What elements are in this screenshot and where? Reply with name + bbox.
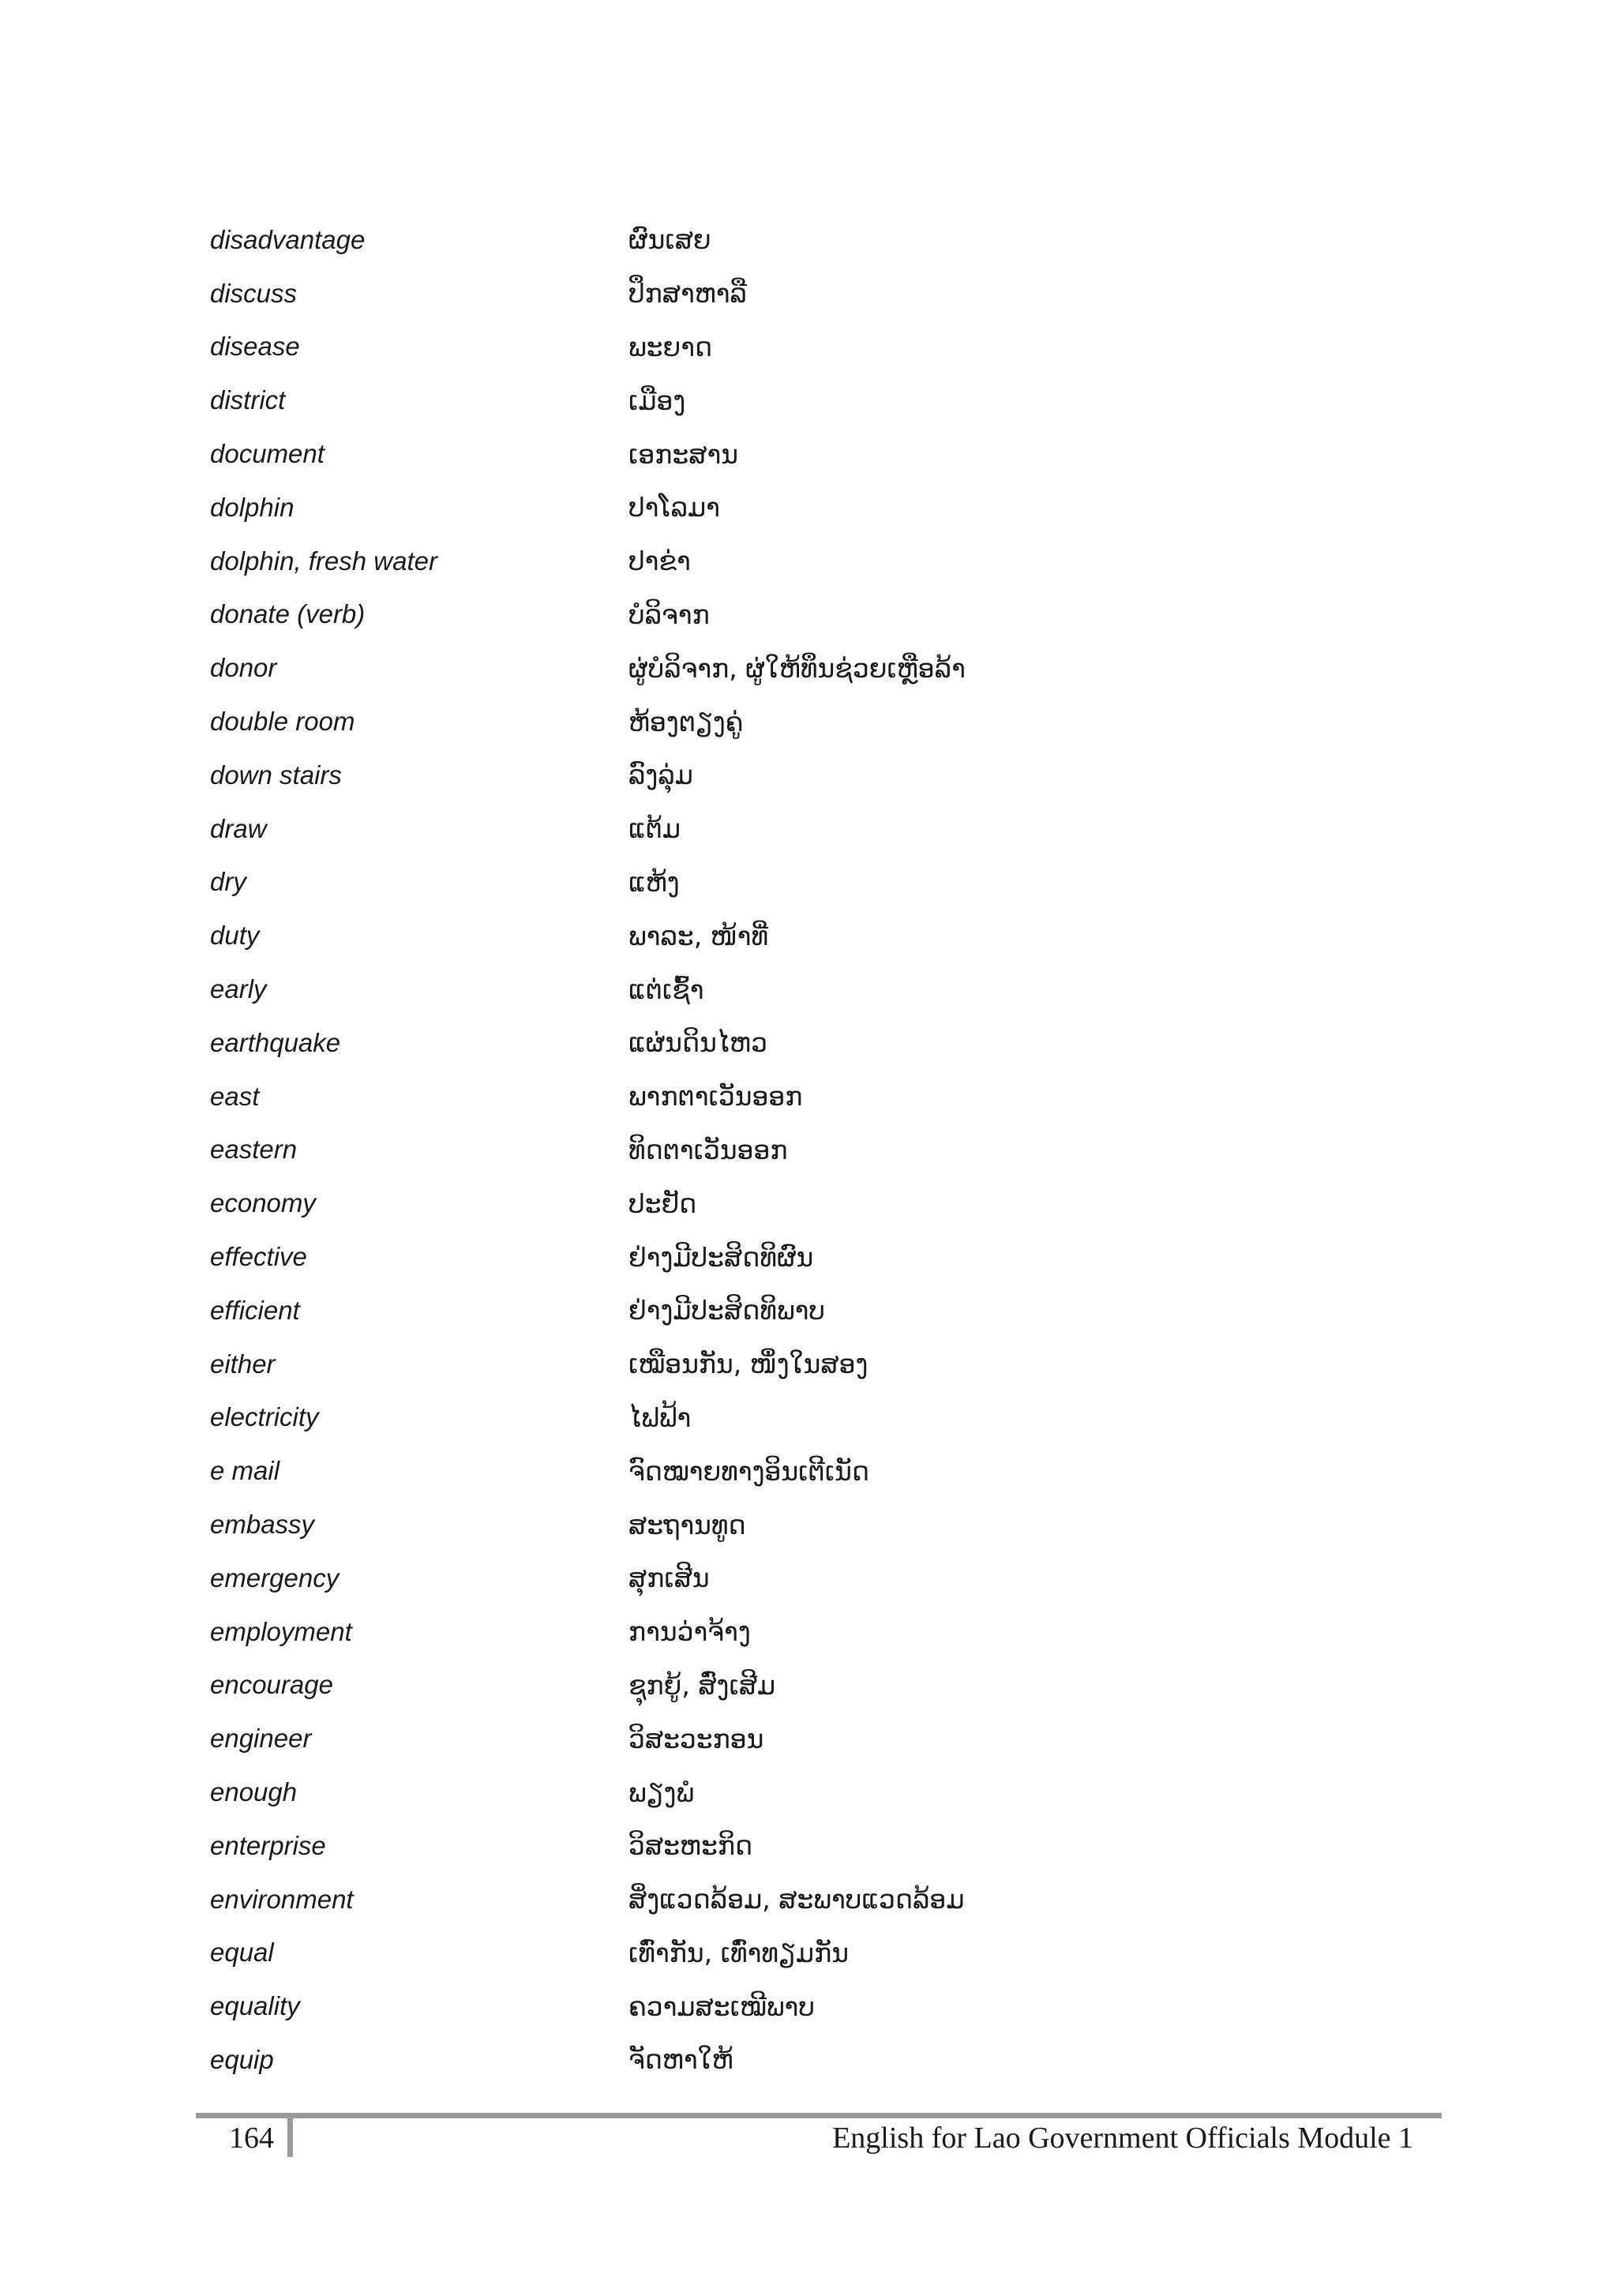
glossary-row [210,2033,1489,2087]
glossary-row [210,535,1489,588]
english-term: emergency [210,1563,340,1593]
glossary-row [210,588,1489,642]
english-term: efficient [210,1295,300,1325]
english-term: effective [210,1242,307,1272]
glossary-row [210,1070,1489,1124]
glossary-row [210,1765,1489,1819]
english-term: equality [210,1991,300,2021]
lao-translation: ລົງລຸ່ມ [628,760,693,791]
glossary-row [210,1124,1489,1177]
glossary-row [210,1551,1489,1605]
lao-translation: ຢ່າງມີປະສິດທິຜົນ [628,1241,814,1273]
lao-translation: ການວ່າຈ້າງ [628,1616,751,1648]
module-title: English for Lao Government Officials Module 1 [832,2122,1413,2155]
english-term: discuss [210,278,298,308]
lao-translation: ໄຟຟ້າ [628,1401,692,1433]
lao-translation: ພາກຕາເວັນອອກ [628,1081,803,1112]
english-term: embassy [210,1510,315,1540]
english-term: dolphin [210,492,295,522]
glossary-row [210,1391,1489,1445]
page-number: 164 [229,2122,274,2155]
lao-translation: ຜົນເສຍ [628,224,711,256]
english-term: equal [210,1938,274,1968]
glossary-row [210,1819,1489,1873]
lao-translation: ຄວາມສະເໝີພາບ [628,1990,815,2022]
lao-translation: ຢ່າງມີປະສິດທິພາບ [628,1295,826,1326]
glossary-row [210,213,1489,267]
english-term: earthquake [210,1027,341,1057]
glossary-row [210,641,1489,695]
footer-rule [196,2113,1442,2118]
lao-translation: ຈັດຫາໃຫ້ [628,2044,733,2076]
glossary-row [210,1498,1489,1551]
glossary-row [210,1176,1489,1230]
lao-translation: ທິດຕາເວັນອອກ [628,1134,788,1165]
english-term: duty [210,921,260,951]
glossary-row [210,481,1489,535]
english-term: early [210,974,267,1004]
glossary-row [210,1979,1489,2033]
lao-translation: ເໝືອນກັນ, ໜຶ່ງໃນສອງ [628,1349,869,1380]
english-term: encourage [210,1670,333,1700]
english-term: enough [210,1777,298,1806]
glossary-row [210,1284,1489,1337]
english-term: dolphin, fresh water [210,546,437,576]
lao-translation: ພະຍາດ [628,331,713,362]
glossary-row [210,267,1489,321]
lao-translation: ເທົ່າກັນ, ເທົ່າທຽມກັນ [628,1937,849,1968]
glossary-row [210,856,1489,910]
glossary-list [210,213,1489,2087]
lao-translation: ສະຖານທູດ [628,1509,746,1540]
english-term: disadvantage [210,224,366,254]
lao-translation: ເມືອງ [628,385,686,416]
english-term: document [210,439,325,469]
glossary-row [210,1873,1489,1926]
lao-translation: ຫ້ອງຕຽງຄູ່ [628,706,744,737]
lao-translation: ພຽງພໍ [628,1776,695,1808]
english-term: either [210,1349,276,1379]
glossary-row [210,1926,1489,1980]
english-term: district [210,385,286,415]
glossary-row [210,1016,1489,1070]
english-term: donate (verb) [210,599,366,629]
english-term: dry [210,867,246,897]
english-term: engineer [210,1724,312,1754]
glossary-row [210,1230,1489,1284]
glossary-row [210,321,1489,374]
lao-translation: ພາລະ, ໜ້າທີ່ [628,920,769,951]
english-term: enterprise [210,1830,326,1860]
english-term: equip [210,2044,274,2074]
lao-translation: ແຜ່ນດິນໄຫວ [628,1027,767,1059]
lao-translation: ສຸກເສີນ [628,1563,710,1594]
lao-translation: ແຕ້ມ [628,813,681,845]
lao-translation: ຊຸກຍູ້, ສົ່ງເສີມ [628,1669,776,1701]
english-term: draw [210,813,267,843]
english-term: e mail [210,1456,280,1486]
lao-translation: ເອກະສານ [628,438,738,470]
glossary-row [210,373,1489,427]
glossary-row [210,1337,1489,1391]
lao-translation: ປຶກສາຫາລື [628,278,747,310]
glossary-row [210,909,1489,962]
lao-translation: ແຕ່ເຊົ້າ [628,974,704,1005]
english-term: eastern [210,1135,298,1165]
glossary-row [210,748,1489,802]
glossary-row [210,1605,1489,1659]
english-term: double room [210,707,355,737]
lao-translation: ວິສະຫະກິດ [628,1830,753,1862]
lao-translation: ປາໂລມາ [628,492,720,523]
lao-translation: ບໍລິຈາກ [628,598,710,630]
lao-translation: ວິສະວະກອນ [628,1723,764,1754]
glossary-row [210,1712,1489,1765]
footer-divider [287,2113,293,2157]
lao-translation: ຜູ່ບໍລິຈາກ, ຜູ່ໃຫ້ທຶນຊ່ວຍເຫຼືອລ້າ [628,652,966,684]
english-term: economy [210,1188,316,1218]
lao-translation: ປະຢັດ [628,1187,697,1219]
glossary-row [210,1659,1489,1713]
english-term: disease [210,332,300,362]
glossary-row [210,802,1489,856]
lao-translation: ແຫ້ງ [628,866,680,898]
english-term: employment [210,1616,352,1646]
english-term: donor [210,653,277,683]
lao-translation: ຈົດໝາຍທາງອິນເຕີເນັດ [628,1455,869,1487]
glossary-row [210,427,1489,481]
english-term: east [210,1081,260,1111]
glossary-row [210,1444,1489,1498]
lao-translation: ສິ່ງແວດລ້ອມ, ສະພາບແວດລ້ອມ [628,1884,965,1915]
glossary-row [210,962,1489,1016]
english-term: electricity [210,1402,319,1432]
glossary-row [210,695,1489,748]
lao-translation: ປາຂ່າ [628,546,691,577]
english-term: environment [210,1884,354,1914]
english-term: down stairs [210,760,342,790]
